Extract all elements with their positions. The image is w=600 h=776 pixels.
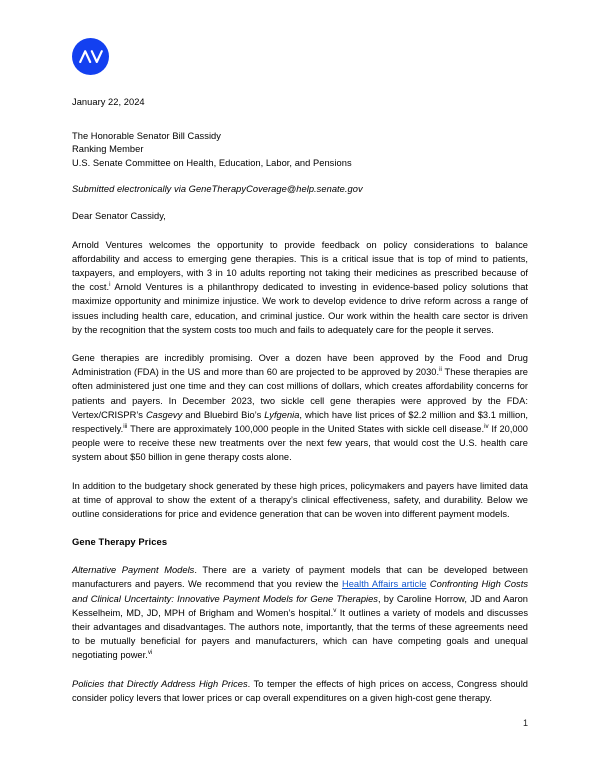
paragraph-4-text-a: . There are a variety of payment models that can be developed between manufacturers and payers. We recommend that you review the bbox=[72, 565, 528, 590]
paragraph-4-lead-in: Alternative Payment Models bbox=[72, 565, 195, 576]
recipient-line-1: The Honorable Senator Bill Cassidy bbox=[72, 131, 221, 141]
paragraph-1-text-a: Arnold Ventures welcomes the opportunity to provide feedback on policy considerations to balance affordability and access to emerging gene therapies. This is a critical issue that is top of mind to patients, taxpayers, and employers, with 3 in 10 adults reporting not taking their medicines as prescribed because of the cost. bbox=[72, 239, 528, 293]
paragraph-5-lead-in: Policies that Directly Address High Prices bbox=[72, 678, 248, 689]
body-paragraph-4 bbox=[72, 563, 528, 662]
recipient-address bbox=[72, 130, 528, 170]
paragraph-5-text-a: . To temper the effects of high prices on access, Congress should consider policy levers that lower prices or cap overall expenditures on a given high-cost gene therapy. bbox=[72, 678, 528, 703]
section-heading-gene-therapy-prices: Gene Therapy Prices bbox=[72, 536, 168, 548]
footnote-marker-ii: ii bbox=[439, 366, 442, 374]
health-affairs-article-link[interactable]: Health Affairs article bbox=[342, 579, 427, 590]
drug-name-lyfgenia: Lyfgenia bbox=[264, 409, 300, 420]
paragraph-2-text-d: , which have list prices of $2.2 million and $3.1 million, respectively. bbox=[72, 409, 528, 434]
paragraph-2-text-c: and Bluebird Bio’s bbox=[182, 409, 265, 420]
body-paragraph-2 bbox=[72, 351, 528, 465]
paragraph-4-text-d: It outlines a variety of models and discusses their advantages and disadvantages. The authors note, importantly, that the terms of these agreements need to be mutually beneficial for payers and manufacturers, which can have competing goals and unequal negotiating power. bbox=[72, 607, 528, 661]
article-title: Confronting High Costs and Clinical Uncertainty: Innovative Payment Models for Gene Therapies bbox=[72, 579, 528, 604]
footnote-marker-i: i bbox=[109, 281, 111, 289]
footnote-marker-iv: iv bbox=[484, 422, 489, 430]
body-paragraph-3: In addition to the budgetary shock generated by these high prices, policymakers and payers have limited data at time of approval to show the extent of a therapy’s clinical effectiveness, safety, and durability. Below we outline considerations for price and evidence generation that can be woven into different payment models. bbox=[72, 480, 528, 519]
submitted-electronically-note: Submitted electronically via GeneTherapyCoverage@help.senate.gov bbox=[72, 184, 363, 195]
footnote-marker-iii: iii bbox=[123, 422, 128, 430]
paragraph-4-text-c: , by Caroline Horrow, JD and Aaron Kesselheim, MD, JD, MPH of Brigham and Women’s hospital. bbox=[72, 593, 528, 618]
document-content bbox=[72, 38, 529, 728]
paragraph-2-text-e: There are approximately 100,000 people in the United States with sickle cell disease. bbox=[127, 423, 485, 434]
footnote-marker-v: v bbox=[333, 606, 337, 614]
arnold-ventures-logo bbox=[72, 38, 109, 75]
body-paragraph-1 bbox=[72, 238, 528, 337]
recipient-line-3: U.S. Senate Committee on Health, Education, Labor, and Pensions bbox=[72, 157, 352, 168]
paragraph-2-text-f: If 20,000 people were to receive these new treatments over the next few years, that would cost the U.S. health care system about $50 billion in gene therapy costs alone. bbox=[72, 423, 529, 463]
footnote-marker-vi: vi bbox=[147, 649, 153, 657]
recipient-line-2: Ranking Member bbox=[72, 144, 144, 155]
paragraph-2-text-b: These therapies are often administered just one time and they can cost millions of dollars, which creates affordability concerns for patients and payers. In December 2023, two sickle cell gene therapies were approved by the FDA: Vertex/CRISPR’s bbox=[72, 367, 528, 420]
drug-name-casgevy: Casgevy bbox=[145, 409, 183, 420]
paragraph-2-text-a: Gene therapies are incredibly promising. Over a dozen have been approved by the Food and Drug Administration (FDA) in the US and more than 60 are projected to be approved by 2030. bbox=[72, 352, 528, 378]
paragraph-1-text-b: Arnold Ventures is a philanthropy dedicated to investing in evidence-based policy solutions that maximize opportunity and minimize injustice. We work to develop evidence to drive reform across a range of issues including health care, education, and criminal justice. Our work within the health care sector is driven by the recognition that the system costs too much and fails to adequately care for the people it serves. bbox=[72, 282, 528, 335]
body-paragraph-5 bbox=[72, 677, 528, 705]
letter-date: January 22, 2024 bbox=[72, 97, 145, 107]
salutation: Dear Senator Cassidy, bbox=[72, 211, 166, 222]
page-number: 1 bbox=[522, 718, 528, 728]
